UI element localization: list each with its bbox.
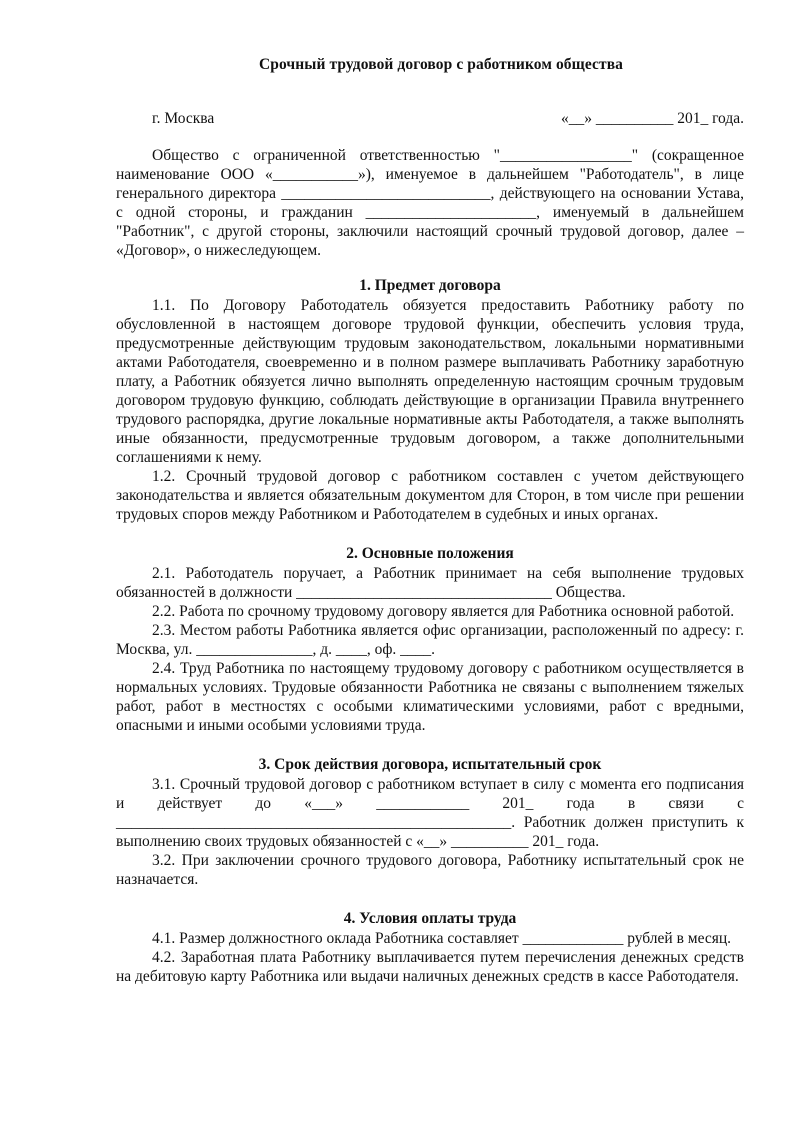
- clause-4-2: 4.2. Заработная плата Работнику выплачивается путем перечисления денежных средств на дебитовую карту Работника или выдачи наличных денежных средств в кассе Работодателя.: [116, 949, 744, 985]
- clause-2-2: 2.2. Работа по срочному трудовому договору является для Работника основной работой.: [152, 603, 735, 620]
- preamble-text: Общество с ограниченной ответственностью "_________________" (сокращенное наименование ООО «___________»), именуемое в дальнейшем "Работодатель", в лице генерального директора ___________________________, действующего на основании Устава, с одной стороны, и гражданин ______________________, именуемый в дальнейшем "Работник", с другой стороны, заключили настоящий срочный трудовой договор, далее – «Договор», о нижеследующем.: [116, 147, 744, 259]
- document-title: Срочный трудовой договор с работником общества: [258, 56, 624, 73]
- clause-1-2: 1.2. Срочный трудовой договор с работником составлен с учетом действующего законодательства и является обязательным документом для Сторон, в том числе при решении трудовых споров между Работником и Работодателем в судебных и иных органах.: [116, 468, 744, 523]
- section-heading: 4. Условия оплаты труда: [343, 910, 517, 927]
- clause-3-1: 3.1. Срочный трудовой договор с работником вступает в силу с момента его подписания и действует до «___» ____________ 201_ года в связи с ___________________________________________________. Работник должен приступить к выполнению своих трудовых обязанностей с «__» __________ 201_ года.: [116, 776, 744, 850]
- preamble: [116, 146, 744, 260]
- contract-date: «__» __________ 201_ года.: [560, 110, 744, 127]
- section-3: [116, 755, 744, 889]
- clause-4-1: 4.1. Размер должностного оклада Работника составляет _____________ рублей в месяц.: [152, 930, 732, 947]
- section-heading: 1. Предмет договора: [359, 277, 501, 294]
- clause-3-2: 3.2. При заключении срочного трудового договора, Работнику испытательный срок не назначается.: [116, 852, 744, 888]
- clause-2-4: 2.4. Труд Работника по настоящему трудовому договору с работником осуществляется в нормальных условиях. Трудовые обязанности Работника не связаны с выполнением тяжелых работ, работ в местностях с особыми климатическими условиями, работ с вредными, опасными и иными особыми условиями труда.: [116, 660, 744, 734]
- clause-2-3: 2.3. Местом работы Работника является офис организации, расположенный по адресу: г. Москва, ул. _______________, д. ____, оф. ____.: [116, 622, 744, 658]
- city-date-line: [152, 110, 744, 128]
- section-2: [116, 544, 744, 735]
- section-heading: 3. Срок действия договора, испытательный срок: [258, 756, 602, 773]
- section-heading: 2. Основные положения: [346, 545, 514, 562]
- city: г. Москва: [152, 110, 215, 127]
- clause-1-1: 1.1. По Договору Работодатель обязуется предоставить Работнику работу по обусловленной в настоящем договоре трудовой функции, обеспечить условия труда, предусмотренные действующим трудовым законодательством, локальными нормативными актами Работодателя, своевременно и в полном размере выплачивать Работнику заработную плату, а Работник обязуется лично выполнять определенную настоящим срочным трудовым договором трудовую функцию, соблюдать действующие в организации Правила внутреннего трудового распорядка, другие локальные нормативные акты Работодателя, а также выполнять иные обязанности, предусмотренные трудовым договором, а также дополнительными соглашениями к нему.: [116, 297, 744, 466]
- clause-2-1: 2.1. Работодатель поручает, а Работник принимает на себя выполнение трудовых обязанностей в должности _________________________________ Общества.: [116, 565, 744, 601]
- section-1: [116, 276, 744, 524]
- section-4: [116, 909, 744, 986]
